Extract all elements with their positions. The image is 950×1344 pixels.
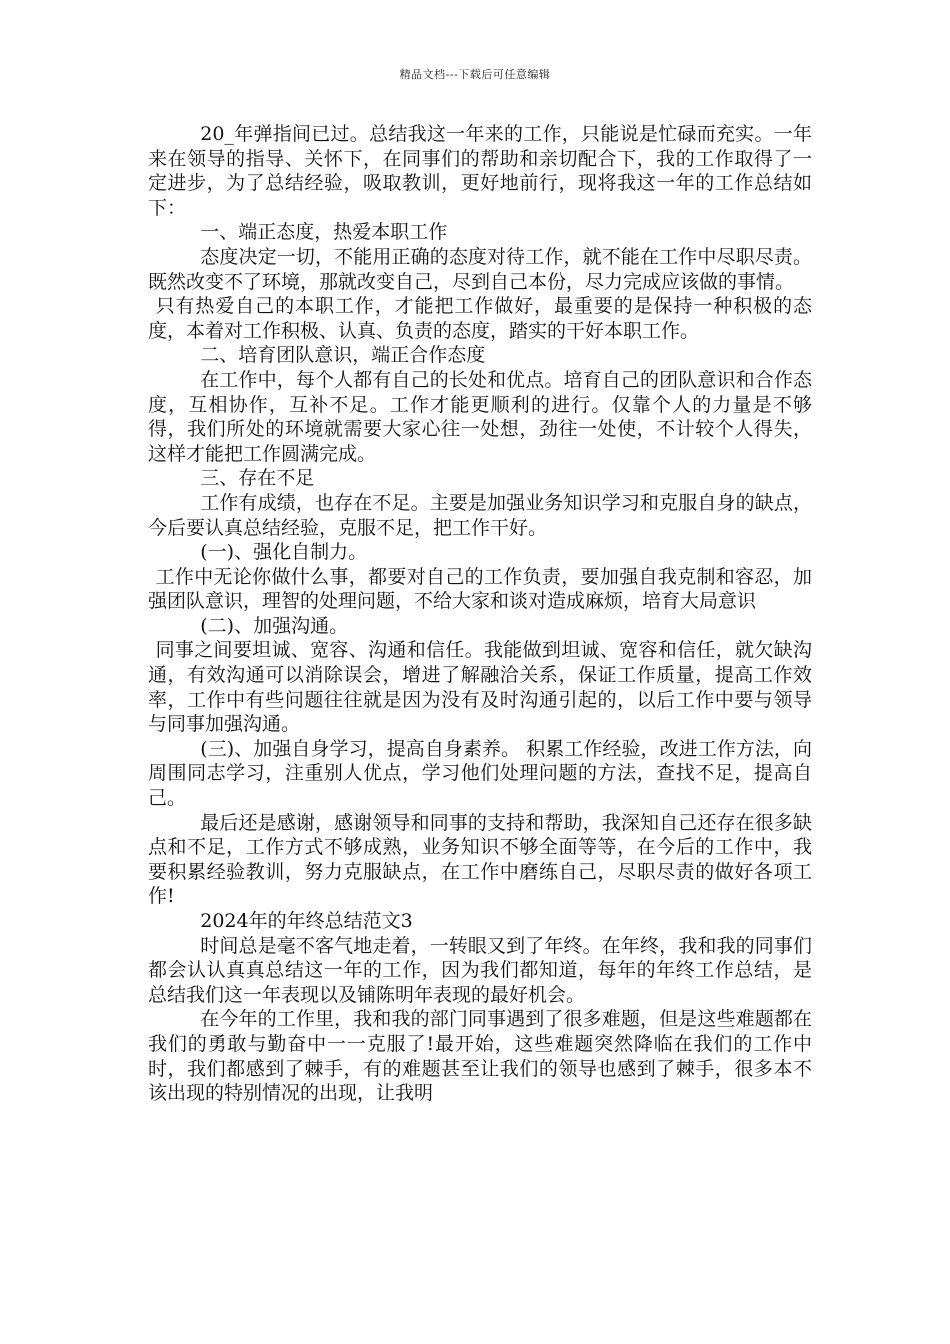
- paragraph-difficulties: 在今年的工作里，我和我的部门同事遇到了很多难题，但是这些难题都在我们的勇敢与勤奋中一一克服了!最开始，这些难题突然降临在我们的工作中时，我们都感到了棘手，有的难题甚至让我们的领导也感到了棘手，很多本不该出现的特别情况的出现，让我明: [148, 1008, 812, 1105]
- document-body: [148, 122, 812, 1106]
- section-heading-2: 二、培育团队意识，端正合作态度: [200, 344, 486, 367]
- paragraph-intro: 20_年弹指间已过。总结我这一年来的工作，只能说是忙碌而充实。一年来在领导的指导、关怀下，在同事们的帮助和亲切配合下，我的工作取得了一定进步，为了总结经验，吸取教训，更好地前行，现将我这一年的工作总结如下：: [148, 123, 812, 219]
- subheading-communication: (二)、加强沟通。: [200, 614, 349, 637]
- paragraph-shortcomings: 工作有成绩，也存在不足。主要是加强业务知识学习和克服自身的缺点，今后要认真总结经验，克服不足，把工作干好。: [148, 491, 812, 539]
- paragraph-communication: 同事之间要坦诚、宽容、沟通和信任。我能做到坦诚、宽容和信任，就欠缺沟通，有效沟通可以消除误会，增进了解融洽关系，保证工作质量，提高工作效率，工作中有些问题往往就是因为没有及时沟通引起的，以后工作中要与领导与同事加强沟通。: [148, 639, 812, 736]
- subheading-self-control: (一)、强化自制力。: [200, 541, 368, 564]
- paragraph-attitude: 态度决定一切，不能用正确的态度对待工作，就不能在工作中尽职尽责。既然改变不了环境，那就改变自己，尽到自己本份，尽力完成应该做的事情。: [148, 245, 812, 293]
- paragraph-love-work: 只有热爱自己的本职工作，才能把工作做好，最重要的是保持一种积极的态度，本着对工作积极、认真、负责的态度，踏实的干好本职工作。: [148, 295, 812, 342]
- section-heading-3: 三、存在不足: [200, 467, 315, 490]
- paragraph-teamwork: 在工作中，每个人都有自己的长处和优点。培育自己的团队意识和合作态度，互相协作，互补不足。工作才能更顺利的进行。仅靠个人的力量是不够得，我们所处的环境就需要大家心往一处想，劲往一处使，不计较个人得失，这样才能把工作圆满完成。: [148, 368, 812, 465]
- section-heading-1: 一、端正态度，热爱本职工作: [200, 221, 448, 244]
- paragraph-self-control: 工作中无论你做什么事，都要对自己的工作负责，要加强自我克制和容忍，加强团队意识，理智的处理问题，不给大家和谈对造成麻烦，培育大局意识: [148, 565, 812, 613]
- section-title-sample-3: 2024年的年终总结范文3: [200, 910, 413, 932]
- paragraph-thanks: 最后还是感谢，感谢领导和同事的支持和帮助，我深知自己还存在很多缺点和不足，工作方式不够成熟，业务知识不够全面等等，在今后的工作中，我要积累经验教训，努力克服缺点，在工作中磨练自己，尽职尽责的做好各项工作!: [148, 811, 812, 908]
- page-header: 精品文档---下载后可任意编辑: [399, 68, 551, 81]
- paragraph-self-learning: (三)、加强自身学习，提高自身素养。 积累工作经验，改进工作方法，向周围同志学习，注重别人优点，学习他们处理问题的方法，查找不足，提高自己。: [148, 737, 812, 810]
- paragraph-year-end: 时间总是毫不客气地走着，一转眼又到了年终。在年终，我和我的同事们都会认认真真总结这一年的工作，因为我们都知道，每年的年终工作总结，是总结我们这一年表现以及铺陈明年表现的最好机会。: [148, 934, 812, 1006]
